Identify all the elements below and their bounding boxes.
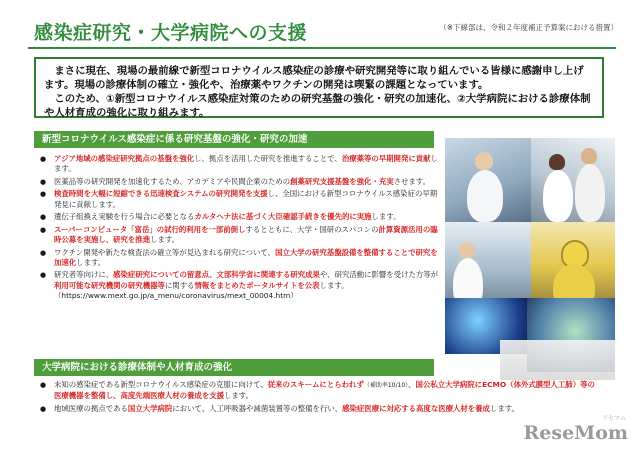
list-item: ● 未知の感染症である新型コロナウイルス感染症の克服に向けて、従来のスキームにとらわれず（補助率10/10）、国公私立大学病院にECMO（体外式膜型人工肺）等の医療機器を整備し、高度先端医療人材の養成を支援します。	[40, 380, 600, 401]
portal-url-link[interactable]: （https://www.mext.go.jp/a_menu/coronavirus/mext_00004.htm）	[54, 290, 298, 300]
list-item: ● 医薬品等の研究開発を加速化するため、アカデミアや民間企業のための創薬研究支援基盤を強化・充実させます。	[40, 177, 440, 187]
pills-illustration	[500, 340, 615, 380]
list-item: ● スーパーコンピュータ「富岳」の試行的利用を一部前倒しするとともに、大学・国研のスパコンの計算資源活用の臨時公募を実施し、研究を推進します。	[40, 225, 440, 245]
title-rule	[28, 47, 616, 49]
lab-photo-pipette	[445, 138, 531, 222]
research-list	[40, 154, 440, 303]
list-item: ● アジア地域の感染症研究拠点の基盤を強化し、拠点を活用した研究を推進することで、治療薬等の早期開発に貢献します。	[40, 154, 440, 174]
section-heading-research: 新型コロナウイルス感染症に係る研究基盤の強化・研究の加速	[34, 131, 434, 148]
page-title: 感染症研究・大学病院への支援	[34, 22, 308, 44]
list-item: ● 研究者等向けに、感染症研究についての留意点、文部科学省に関連する研究成果や、研究活動に影響を受けた方等が利用可能な研究機関の研究機器等に関する情報をまとめたポータルサイトを公表します。 （https://www.mext.go.jp/a_menu/coronavirus/mext_00004.htm）	[40, 270, 440, 301]
brand-logo: ReseMom	[523, 422, 628, 444]
footnote: （※下線部は、令和２年度補正予算案における措置）	[439, 23, 618, 32]
lab-photo-hazmat	[531, 222, 615, 310]
lab-photo-bench	[445, 222, 531, 310]
list-item: ● 検査時間を大幅に短縮できる迅速検査システムの研究開発を支援し、全国における新型コロナウイルス感染症の早期発見に貢献します。	[40, 189, 440, 209]
intro-box	[34, 57, 604, 118]
lab-photo-researchers	[531, 138, 615, 222]
list-item: ● 地域医療の拠点である国立大学病院において、人工呼吸器や減菌装置等の整備を行い、感染症医療に対応する高度な医療人材を養成します。	[40, 404, 600, 414]
list-item: ● 遺伝子組換え実験を行う場合に必要となるカルタヘナ法に基づく大臣確認手続きを優先的に実施します。	[40, 212, 440, 222]
brand-sub: リセマム	[602, 415, 626, 422]
section-heading-hospital: 大学病院における診療体制や人材育成の強化	[34, 359, 434, 376]
hospital-list	[40, 380, 600, 416]
intro-line-1: まさに現在、現場の最前線で新型コロナウイルス感染症の診療や研究開発等に取り組んでいる皆様に感謝申し上げます。現場の診療体制の確立・強化や、治療薬やワクチンの開発は喫緊の課題となっています。	[44, 65, 584, 91]
list-item: ● ワクチン開発や新たな検査法の確立等が見込まれる研究について、国立大学の研究基盤設備を整備することで研究を加速化します。	[40, 248, 440, 268]
intro-line-2: このため、①新型コロナウイルス感染症対策のための研究基盤の強化・研究の加速化、②大学病院における診療体制や人材育成の強化に取り組みます。	[44, 93, 591, 119]
